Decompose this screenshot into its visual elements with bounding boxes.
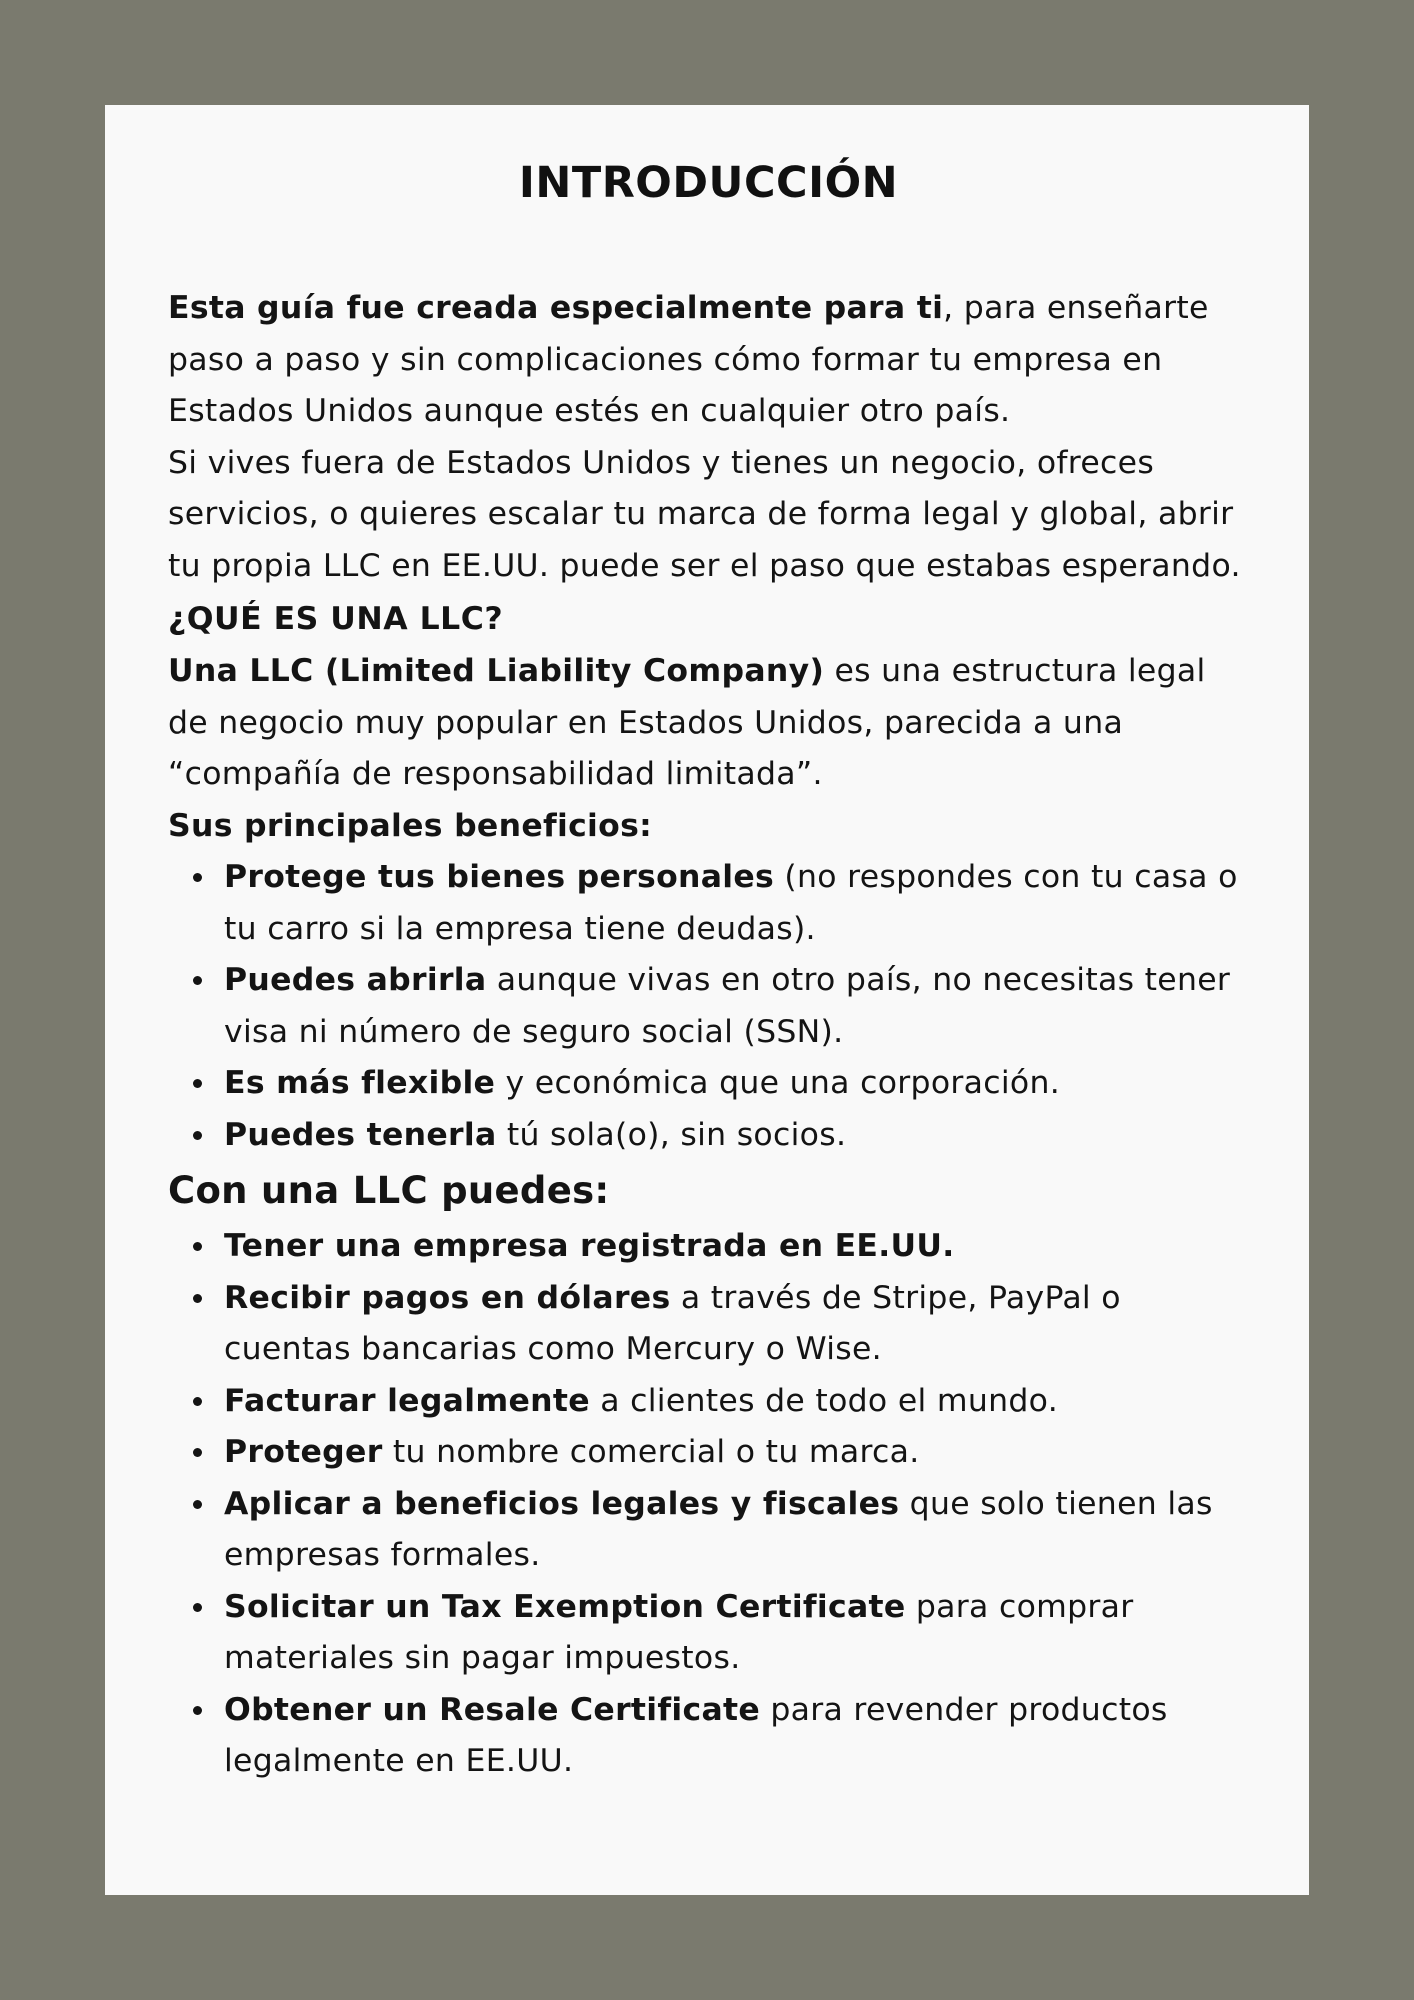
llc-definition-rest: es una estructura legal de negocio muy popular en Estados Unidos, parecida a una “compañía de responsabilidad limitada”. — [168, 653, 1206, 792]
benefits-heading: Sus principales beneficios: — [168, 807, 653, 844]
bullet-icon — [193, 1706, 202, 1715]
benefits-list — [168, 852, 1249, 1161]
bullet-icon — [193, 1294, 202, 1303]
intro-lead-rest: , para enseñarte paso a paso y sin complicaciones cómo formar tu empresa en Estados Unidos aunque estés en cualquier otro país. — [168, 290, 1209, 429]
page-title: INTRODUCCIÓN — [518, 158, 899, 208]
list-item: Proteger tu nombre comercial o tu marca. — [224, 1427, 1249, 1479]
llc-definition-bold: Una LLC (Limited Liability Company) — [168, 653, 825, 689]
list-item: Puedes abrirla aunque vivas en otro país, no necesitas tener visa ni número de seguro social (SSN). — [224, 955, 1249, 1058]
bullet-icon — [193, 1079, 202, 1088]
bullet-icon — [193, 976, 202, 985]
bullet-icon — [193, 1448, 202, 1457]
can-do-list — [168, 1221, 1249, 1788]
list-item: Aplicar a beneficios legales y fiscales que solo tienen las empresas formales. — [224, 1479, 1249, 1582]
llc-definition — [168, 646, 1249, 801]
list-item: Recibir pagos en dólares a través de Stripe, PayPal o cuentas bancarias como Mercury o Wise. — [224, 1273, 1249, 1376]
intro-paragraph-2: Si vives fuera de Estados Unidos y tienes un negocio, ofreces servicios, o quieres escalar tu marca de forma legal y global, abrir tu propia LLC en EE.UU. puede ser el paso que estabas esperando. — [168, 444, 1241, 584]
bullet-icon — [193, 1500, 202, 1509]
bullet-icon — [193, 1397, 202, 1406]
intro-paragraph — [168, 283, 1249, 438]
bullet-icon — [193, 1603, 202, 1612]
bullet-icon — [193, 873, 202, 882]
list-item: Puedes tenerla tú sola(o), sin socios. — [224, 1110, 1249, 1162]
bullet-icon — [193, 1242, 202, 1251]
list-item: Es más flexible y económica que una corporación. — [224, 1058, 1249, 1110]
list-item: Solicitar un Tax Exemption Certificate para comprar materiales sin pagar impuestos. — [224, 1582, 1249, 1685]
bullet-icon — [193, 1131, 202, 1140]
list-item: Obtener un Resale Certificate para revender productos legalmente en EE.UU. — [224, 1685, 1249, 1788]
page-card — [105, 105, 1309, 1895]
what-is-heading: ¿QUÉ ES UNA LLC? — [168, 601, 504, 637]
list-item: Protege tus bienes personales (no respondes con tu casa o tu carro si la empresa tiene deudas). — [224, 852, 1249, 955]
can-do-heading: Con una LLC puedes: — [168, 1169, 610, 1212]
document-body — [168, 283, 1249, 1788]
list-item: Tener una empresa registrada en EE.UU. — [224, 1221, 1249, 1273]
intro-lead-bold: Esta guía fue creada especialmente para ti — [168, 290, 944, 326]
list-item: Facturar legalmente a clientes de todo el mundo. — [224, 1376, 1249, 1428]
